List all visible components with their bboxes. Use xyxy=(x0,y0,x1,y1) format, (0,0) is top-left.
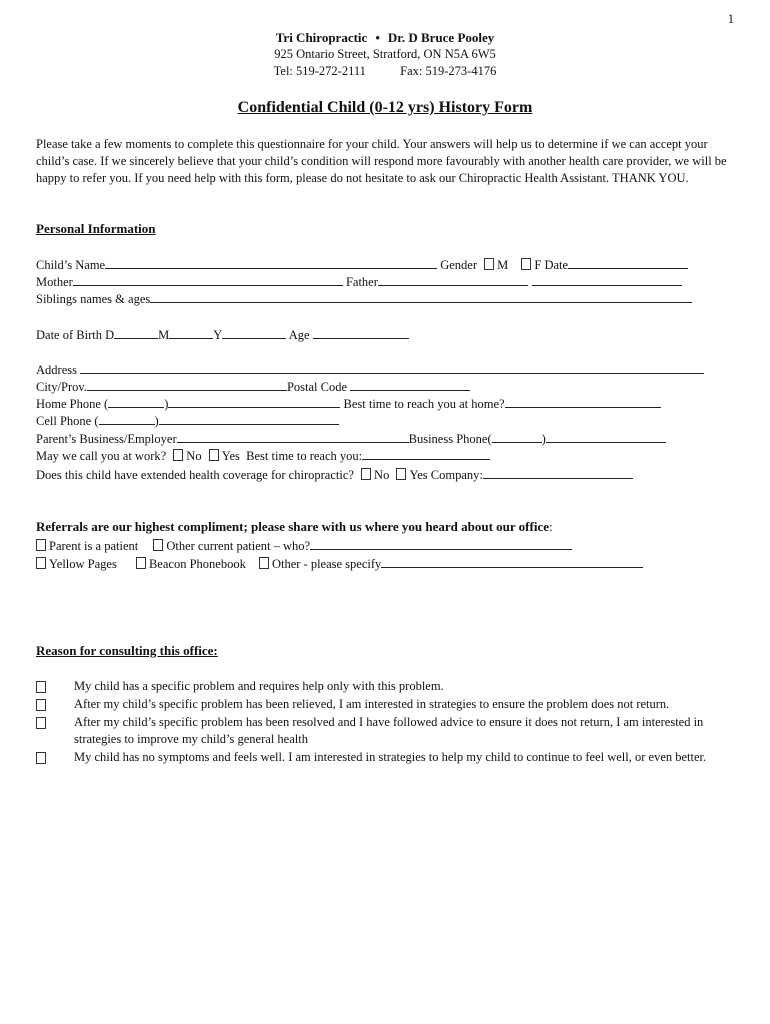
form-title: Confidential Child (0-12 yrs) History Form xyxy=(237,99,533,116)
dob-year-field[interactable] xyxy=(222,326,286,339)
clinic-header xyxy=(0,29,770,80)
business-phone-area-field[interactable] xyxy=(492,430,542,443)
row-home-phone: Home Phone ( ) Best time to reach you at home? xyxy=(36,395,726,412)
childs-name-field[interactable] xyxy=(105,256,437,269)
other-specify-field[interactable] xyxy=(381,555,643,568)
intro-paragraph: Please take a few moments to complete this questionnaire for your child. Your answers will help us to determine if we can accept your child’s case. If we sincerely believe that your child’s condition will respond more favourably with another health care provider, we will be happy to refer you. If you need help with this form, please do not hesitate to ask our Chiropractic Health Assistant. THANK YOU. xyxy=(36,137,727,185)
home-phone-area-field[interactable] xyxy=(108,395,164,408)
gender-m-checkbox[interactable] xyxy=(484,258,494,270)
mother-field[interactable] xyxy=(73,273,343,286)
reason-option: After my child’s specific problem has been relieved, I am interested in strategies to ensure the problem does not return. xyxy=(36,696,726,713)
cell-phone-field[interactable] xyxy=(159,412,339,425)
reason-option: My child has a specific problem and requires help only with this problem. xyxy=(36,678,726,695)
row-siblings: Siblings names & ages xyxy=(36,290,726,307)
personal-info-heading: Personal Information xyxy=(36,221,156,236)
reason-option: My child has no symptoms and feels well. I am interested in strategies to help my child to continue to feel well, or even better. xyxy=(36,749,726,766)
parent-patient-checkbox[interactable] xyxy=(36,539,46,551)
company-field[interactable] xyxy=(483,466,633,479)
postal-code-field[interactable] xyxy=(350,378,470,391)
date-field[interactable] xyxy=(568,256,688,269)
row-city: City/Prov. Postal Code xyxy=(36,378,726,395)
coverage-yes-checkbox[interactable] xyxy=(396,468,406,480)
age-field[interactable] xyxy=(313,326,409,339)
address-field[interactable] xyxy=(80,361,704,374)
other-patient-field[interactable] xyxy=(310,537,572,550)
call-work-yes-checkbox[interactable] xyxy=(209,449,219,461)
row-dob: Date of Birth D M Y Age xyxy=(36,326,726,343)
coverage-no-checkbox[interactable] xyxy=(361,468,371,480)
reason-option: After my child’s specific problem has been resolved and I have followed advice to ensure it does not return, I am interested in strategies to improve my child’s general health xyxy=(36,714,726,748)
row-address: Address xyxy=(36,361,726,378)
business-phone-field[interactable] xyxy=(546,430,666,443)
doctor-name: Dr. D Bruce Pooley xyxy=(387,30,495,45)
row-referrals-2: Yellow Pages Beacon Phonebook Other - please specify xyxy=(36,555,726,572)
gender-f-checkbox[interactable] xyxy=(521,258,531,270)
dob-month-field[interactable] xyxy=(169,326,213,339)
row-referrals-1: Parent is a patient Other current patient – who? xyxy=(36,537,726,554)
employer-field[interactable] xyxy=(177,430,409,443)
row-call-work: May we call you at work? No Yes Best time to reach you: xyxy=(36,447,726,464)
reason-options-list xyxy=(36,678,726,767)
siblings-field[interactable] xyxy=(150,290,692,303)
row-childs-name: Child’s Name Gender M F Date xyxy=(36,256,726,273)
beacon-phonebook-checkbox[interactable] xyxy=(136,557,146,569)
row-employer: Parent’s Business/Employer Business Phone( ) xyxy=(36,430,726,447)
page-number: 1 xyxy=(727,12,734,26)
home-phone-field[interactable] xyxy=(168,395,340,408)
row-cell-phone: Cell Phone ( ) xyxy=(36,412,726,429)
yellow-pages-checkbox[interactable] xyxy=(36,557,46,569)
reason-option-2-checkbox[interactable] xyxy=(36,699,46,711)
reason-option-1-checkbox[interactable] xyxy=(36,681,46,693)
best-time-field[interactable] xyxy=(362,447,490,460)
reason-heading: Reason for consulting this office: xyxy=(36,643,218,658)
referrals-heading: Referrals are our highest compliment; please share with us where you heard about our office: xyxy=(36,519,553,534)
other-specify-checkbox[interactable] xyxy=(259,557,269,569)
call-work-no-checkbox[interactable] xyxy=(173,449,183,461)
other-patient-checkbox[interactable] xyxy=(153,539,163,551)
reason-option-4-checkbox[interactable] xyxy=(36,752,46,764)
clinic-address: 925 Ontario Street, Stratford, ON N5A 6W5 xyxy=(274,47,496,61)
city-field[interactable] xyxy=(87,378,287,391)
row-coverage: Does this child have extended health coverage for chiropractic? No Yes Company: xyxy=(36,466,726,483)
bullet-icon: • xyxy=(375,30,380,45)
row-parents: Mother Father xyxy=(36,273,726,290)
clinic-name: Tri Chiropractic xyxy=(275,30,368,45)
clinic-fax: Fax: 519-273-4176 xyxy=(400,64,497,78)
father-field-2[interactable] xyxy=(532,273,682,286)
father-field[interactable] xyxy=(378,273,528,286)
reason-option-3-checkbox[interactable] xyxy=(36,717,46,729)
clinic-tel: Tel: 519-272-2111 xyxy=(273,64,366,78)
best-time-home-field[interactable] xyxy=(505,395,661,408)
cell-phone-area-field[interactable] xyxy=(99,412,155,425)
dob-day-field[interactable] xyxy=(114,326,158,339)
